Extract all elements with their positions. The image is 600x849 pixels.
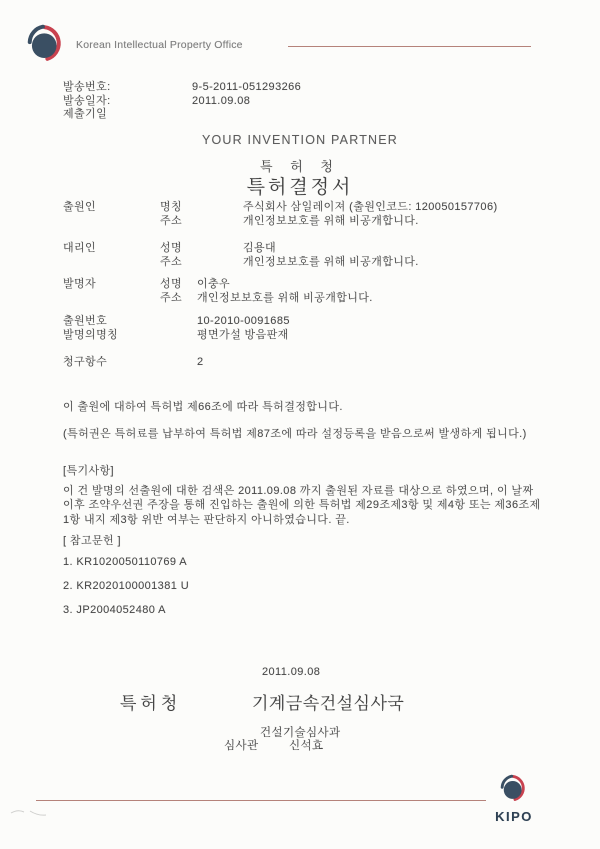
scan-artifact-mark [10,806,50,825]
applicant-role-label: 출원인 [63,201,97,213]
claim-count-value: 2 [197,356,204,368]
application-number-label: 출원번호 [63,315,108,327]
applicant-addr-value: 개인정보보호를 위해 비공개합니다. [243,215,419,227]
special-note-line-3: 1항 내지 제3항 위반 여부는 판단하지 아니하였습니다. 끝. [63,513,350,526]
agent-addr-value: 개인정보보호를 위해 비공개합니다. [243,256,419,268]
special-note-line-2: 이후 조약우선권 주장을 통해 진입하는 출원에 의한 특허법 제29조제3항 및 제4항 또는 제36조제 [63,499,541,512]
applicant-addr-label: 주소 [160,215,183,227]
agent-name-value: 김용대 [243,242,277,254]
examiner-name: 신석효 [289,740,324,752]
signature-division: 건설기술심사과 [260,727,341,739]
applicant-name-value: 주식회사 삼일레이져 (출원인코드: 120050157706) [243,201,498,213]
inventor-name-value: 이충우 [197,278,231,290]
dispatch-number-value: 9-5-2011-051293266 [192,81,302,93]
footer-kipo-logo [492,772,536,824]
agent-role-label: 대리인 [63,242,97,254]
inventor-addr-value: 개인정보보호를 위해 비공개합니다. [197,292,373,304]
signature-bureau: 기계금속건설심사국 [252,694,405,713]
agent-addr-label: 주소 [160,256,183,268]
org-name-english: Korean Intellectual Property Office [76,39,243,51]
dispatch-date-label: 발송일자: [63,95,111,107]
agent-name-label: 성명 [160,242,183,254]
examiner-label: 심사관 [224,740,259,752]
dispatch-date-value: 2011.09.08 [192,95,251,107]
claim-count-label: 청구항수 [63,356,108,368]
decision-statement: 이 출원에 대하여 특허법 제66조에 따라 특허결정합니다. [63,401,343,413]
document-title: 특허결정서 [246,177,354,198]
special-note-heading: [특기사항] [63,465,115,477]
footer-rule [36,800,486,801]
kipo-emblem-icon [24,21,68,70]
slogan-text: YOUR INVENTION PARTNER [201,133,399,147]
signature-office: 특허청 [120,694,182,713]
application-number-value: 10-2010-0091685 [197,315,290,327]
header-rule [288,46,531,47]
submission-due-label: 제출기일 [63,108,108,120]
invention-title-value: 평면가설 방음판재 [197,329,289,341]
office-title: 특 허 청 [260,159,340,174]
reference-item-2: 2. KR2020100001381 U [63,580,190,592]
special-note-line-1: 이 건 발명의 선출원에 대한 검색은 2011.09.08 까지 출원된 자료를 대상으로 하였으며, 이 날짜 [63,485,534,497]
footer-kipo-emblem-icon [492,772,536,809]
inventor-name-label: 성명 [160,278,183,290]
reference-item-3: 3. JP2004052480 A [63,604,166,616]
inventor-addr-label: 주소 [160,292,183,304]
applicant-name-label: 명칭 [160,201,183,213]
references-heading: [ 참고문헌 ] [63,535,121,547]
decision-note: (특허권은 특허료를 납부하여 특허법 제87조에 따라 설정등록을 받음으로써 발생하게 됩니다.) [63,428,527,440]
inventor-role-label: 발명자 [63,278,97,290]
invention-title-label: 발명의명칭 [63,329,119,341]
dispatch-number-label: 발송번호: [63,81,111,93]
signature-date: 2011.09.08 [262,666,321,678]
footer-kipo-wordmark: KIPO [495,809,533,824]
special-note-paragraph [63,484,541,527]
reference-item-1: 1. KR1020050110769 A [63,556,188,568]
